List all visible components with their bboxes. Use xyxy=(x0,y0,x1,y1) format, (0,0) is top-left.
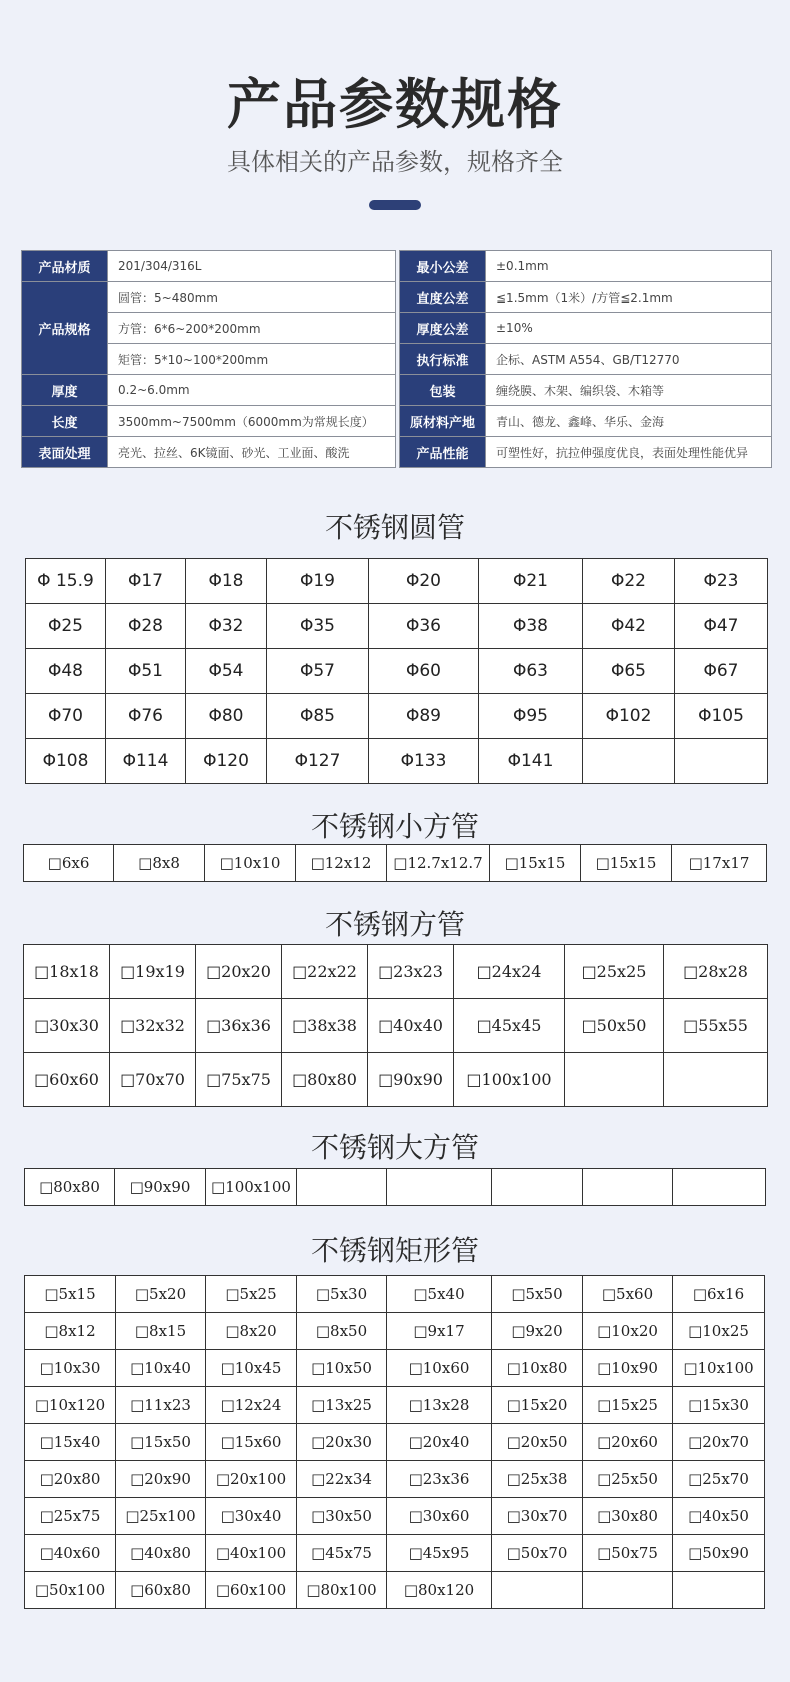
spec-key: 包装 xyxy=(400,375,486,406)
table-cell: □19x19 xyxy=(110,945,196,999)
table-cell: □100x100 xyxy=(454,1053,565,1107)
table-cell: □12x12 xyxy=(296,845,387,882)
table-cell: Φ120 xyxy=(186,739,267,784)
spec-value: ±0.1mm xyxy=(486,251,772,282)
table-cell: □28x28 xyxy=(664,945,768,999)
table-cell: □50x70 xyxy=(492,1535,583,1572)
table-row xyxy=(25,1461,765,1498)
table-cell: Φ63 xyxy=(479,649,583,694)
table-cell: □5x25 xyxy=(206,1276,297,1313)
table-cell: □10x40 xyxy=(116,1350,206,1387)
table-cell: Φ108 xyxy=(26,739,106,784)
table-cell: □20x90 xyxy=(116,1461,206,1498)
table-cell: □80x100 xyxy=(297,1572,387,1609)
table-cell: □23x23 xyxy=(368,945,454,999)
table-cell: □10x50 xyxy=(297,1350,387,1387)
table-cell: □22x34 xyxy=(297,1461,387,1498)
table-row xyxy=(25,1424,765,1461)
table-cell: □15x15 xyxy=(490,845,581,882)
spec-key: 长度 xyxy=(22,406,108,437)
table-cell: □75x75 xyxy=(196,1053,282,1107)
table-cell: □10x20 xyxy=(583,1313,673,1350)
table-cell: □10x90 xyxy=(583,1350,673,1387)
table-cell: □13x28 xyxy=(387,1387,492,1424)
table-cell: □70x70 xyxy=(110,1053,196,1107)
table-cell: Φ19 xyxy=(267,559,369,604)
table-cell xyxy=(583,1169,673,1206)
table-cell: □25x70 xyxy=(673,1461,765,1498)
table-cell: Φ114 xyxy=(106,739,186,784)
square-table xyxy=(23,944,768,1107)
table-cell: □15x15 xyxy=(581,845,672,882)
big-square-table xyxy=(24,1168,766,1206)
table-cell: Φ25 xyxy=(26,604,106,649)
table-cell: □80x80 xyxy=(282,1053,368,1107)
table-cell: □55x55 xyxy=(664,999,768,1053)
table-cell: □90x90 xyxy=(368,1053,454,1107)
spec-table xyxy=(21,250,772,468)
table-cell xyxy=(297,1169,387,1206)
spec-value: 0.2~6.0mm xyxy=(108,375,396,406)
table-cell: Φ47 xyxy=(675,604,768,649)
table-cell: □22x22 xyxy=(282,945,368,999)
table-row xyxy=(25,1350,765,1387)
table-cell: □9x20 xyxy=(492,1313,583,1350)
spec-value: 企标、ASTM A554、GB/T12770 xyxy=(486,344,772,375)
spec-row xyxy=(22,251,772,282)
table-cell: Φ48 xyxy=(26,649,106,694)
table-cell: □8x50 xyxy=(297,1313,387,1350)
table-cell: □20x20 xyxy=(196,945,282,999)
table-cell: □30x70 xyxy=(492,1498,583,1535)
table-cell: □25x50 xyxy=(583,1461,673,1498)
table-cell: □10x45 xyxy=(206,1350,297,1387)
spec-row xyxy=(22,313,772,344)
table-cell xyxy=(673,1169,766,1206)
table-cell: □25x25 xyxy=(565,945,664,999)
table-cell: □30x30 xyxy=(24,999,110,1053)
table-cell: □100x100 xyxy=(206,1169,297,1206)
table-cell: □5x15 xyxy=(25,1276,116,1313)
spec-value: 矩管：5*10~100*200mm xyxy=(108,344,396,375)
spec-key: 直度公差 xyxy=(400,282,486,313)
table-row xyxy=(26,559,768,604)
spec-value: 3500mm~7500mm（6000mm为常规长度） xyxy=(108,406,396,437)
spec-key: 厚度 xyxy=(22,375,108,406)
table-cell: □20x50 xyxy=(492,1424,583,1461)
spec-key: 最小公差 xyxy=(400,251,486,282)
table-cell: □13x25 xyxy=(297,1387,387,1424)
table-cell: □10x60 xyxy=(387,1350,492,1387)
table-cell: □90x90 xyxy=(115,1169,206,1206)
table-cell xyxy=(583,739,675,784)
table-cell: □15x20 xyxy=(492,1387,583,1424)
table-cell xyxy=(664,1053,768,1107)
table-cell: □40x60 xyxy=(25,1535,116,1572)
table-cell: □11x23 xyxy=(116,1387,206,1424)
table-row xyxy=(24,845,767,882)
spec-value: 缠绕膜、木架、编织袋、木箱等 xyxy=(486,375,772,406)
table-cell: □20x40 xyxy=(387,1424,492,1461)
table-cell: □30x80 xyxy=(583,1498,673,1535)
table-cell: □32x32 xyxy=(110,999,196,1053)
table-cell: Φ35 xyxy=(267,604,369,649)
table-cell: □80x80 xyxy=(25,1169,115,1206)
table-cell xyxy=(387,1169,492,1206)
table-row xyxy=(26,739,768,784)
spec-key: 执行标准 xyxy=(400,344,486,375)
spec-value: 201/304/316L xyxy=(108,251,396,282)
table-row xyxy=(25,1498,765,1535)
round-pipe-table xyxy=(25,558,768,784)
table-cell: □45x75 xyxy=(297,1535,387,1572)
spec-row xyxy=(22,375,772,406)
table-cell xyxy=(673,1572,765,1609)
table-cell: □60x60 xyxy=(24,1053,110,1107)
table-cell: Φ21 xyxy=(479,559,583,604)
table-cell: Φ95 xyxy=(479,694,583,739)
table-cell: □5x50 xyxy=(492,1276,583,1313)
table-cell: □10x80 xyxy=(492,1350,583,1387)
spec-key: 原材料产地 xyxy=(400,406,486,437)
table-cell: □10x30 xyxy=(25,1350,116,1387)
table-row xyxy=(24,945,768,999)
table-cell: □36x36 xyxy=(196,999,282,1053)
table-cell: Φ18 xyxy=(186,559,267,604)
table-cell: □40x80 xyxy=(116,1535,206,1572)
table-cell: □25x75 xyxy=(25,1498,116,1535)
spec-row xyxy=(22,437,772,468)
page-subtitle: 具体相关的产品参数，规格齐全 xyxy=(227,148,563,176)
table-cell: Φ80 xyxy=(186,694,267,739)
rect-pipe-title: 不锈钢矩形管 xyxy=(310,1234,479,1267)
table-cell: Φ133 xyxy=(369,739,479,784)
table-cell xyxy=(492,1169,583,1206)
table-cell: □15x40 xyxy=(25,1424,116,1461)
table-cell: □18x18 xyxy=(24,945,110,999)
table-cell: Φ22 xyxy=(583,559,675,604)
table-cell: □8x12 xyxy=(25,1313,116,1350)
table-cell: Φ 15.9 xyxy=(26,559,106,604)
table-cell: □15x50 xyxy=(116,1424,206,1461)
table-row xyxy=(25,1169,766,1206)
spec-value: 亮光、拉丝、6K镜面、砂光、工业面、酸洗 xyxy=(108,437,396,468)
table-row xyxy=(25,1387,765,1424)
table-cell: □20x30 xyxy=(297,1424,387,1461)
spec-key: 产品规格 xyxy=(22,282,108,375)
spec-value: ±10% xyxy=(486,313,772,344)
table-row xyxy=(24,999,768,1053)
spec-key: 产品性能 xyxy=(400,437,486,468)
spec-row xyxy=(22,344,772,375)
table-cell: □20x70 xyxy=(673,1424,765,1461)
table-cell: Φ42 xyxy=(583,604,675,649)
table-cell: □8x20 xyxy=(206,1313,297,1350)
table-cell: □15x60 xyxy=(206,1424,297,1461)
table-cell: □40x50 xyxy=(673,1498,765,1535)
table-cell: □12x24 xyxy=(206,1387,297,1424)
table-cell: □8x8 xyxy=(114,845,205,882)
table-cell: □60x80 xyxy=(116,1572,206,1609)
table-cell: □5x30 xyxy=(297,1276,387,1313)
table-cell: □30x40 xyxy=(206,1498,297,1535)
table-cell: Φ60 xyxy=(369,649,479,694)
spec-key: 厚度公差 xyxy=(400,313,486,344)
table-cell: □30x60 xyxy=(387,1498,492,1535)
table-cell: Φ70 xyxy=(26,694,106,739)
table-row xyxy=(25,1572,765,1609)
table-cell: Φ76 xyxy=(106,694,186,739)
page-title: 产品参数规格 xyxy=(227,73,563,136)
table-cell: □40x100 xyxy=(206,1535,297,1572)
table-row xyxy=(26,604,768,649)
table-cell: □40x40 xyxy=(368,999,454,1053)
table-cell: Φ32 xyxy=(186,604,267,649)
table-cell: □10x25 xyxy=(673,1313,765,1350)
table-cell: □15x30 xyxy=(673,1387,765,1424)
table-cell: Φ20 xyxy=(369,559,479,604)
table-cell: □38x38 xyxy=(282,999,368,1053)
table-row xyxy=(24,1053,768,1107)
table-cell xyxy=(565,1053,664,1107)
table-cell: □6x6 xyxy=(24,845,114,882)
table-cell: □25x38 xyxy=(492,1461,583,1498)
table-cell xyxy=(583,1572,673,1609)
table-cell: □9x17 xyxy=(387,1313,492,1350)
spec-value: 方管：6*6~200*200mm xyxy=(108,313,396,344)
table-cell: □80x120 xyxy=(387,1572,492,1609)
table-cell: □20x100 xyxy=(206,1461,297,1498)
spec-key: 表面处理 xyxy=(22,437,108,468)
table-cell: □50x90 xyxy=(673,1535,765,1572)
round-pipe-title: 不锈钢圆管 xyxy=(324,511,465,544)
table-cell: □45x95 xyxy=(387,1535,492,1572)
spec-row xyxy=(22,406,772,437)
table-cell xyxy=(675,739,768,784)
table-cell: Φ38 xyxy=(479,604,583,649)
table-cell: Φ67 xyxy=(675,649,768,694)
table-cell: □50x50 xyxy=(565,999,664,1053)
table-cell: Φ17 xyxy=(106,559,186,604)
table-cell: □10x10 xyxy=(205,845,296,882)
table-cell: □5x60 xyxy=(583,1276,673,1313)
table-cell: □8x15 xyxy=(116,1313,206,1350)
table-cell: □45x45 xyxy=(454,999,565,1053)
table-cell: □10x100 xyxy=(673,1350,765,1387)
small-square-title: 不锈钢小方管 xyxy=(310,810,479,843)
table-cell: Φ141 xyxy=(479,739,583,784)
table-cell: □6x16 xyxy=(673,1276,765,1313)
table-cell: □25x100 xyxy=(116,1498,206,1535)
table-cell: □12.7x12.7 xyxy=(387,845,490,882)
table-row xyxy=(25,1276,765,1313)
table-cell: □50x100 xyxy=(25,1572,116,1609)
spec-key: 产品材质 xyxy=(22,251,108,282)
spec-value: 青山、德龙、鑫峰、华乐、金海 xyxy=(486,406,772,437)
table-cell: Φ57 xyxy=(267,649,369,694)
rect-pipe-table xyxy=(24,1275,765,1609)
table-cell: Φ105 xyxy=(675,694,768,739)
table-cell: Φ127 xyxy=(267,739,369,784)
table-cell: □30x50 xyxy=(297,1498,387,1535)
table-cell: □10x120 xyxy=(25,1387,116,1424)
square-title: 不锈钢方管 xyxy=(324,908,465,941)
table-cell: □20x80 xyxy=(25,1461,116,1498)
table-row xyxy=(25,1313,765,1350)
table-cell: □5x20 xyxy=(116,1276,206,1313)
table-row xyxy=(26,694,768,739)
spec-value: 可塑性好，抗拉伸强度优良，表面处理性能优异 xyxy=(486,437,772,468)
table-cell: □17x17 xyxy=(672,845,767,882)
table-cell: Φ65 xyxy=(583,649,675,694)
table-cell: Φ89 xyxy=(369,694,479,739)
small-square-table xyxy=(23,844,767,882)
table-cell: Φ102 xyxy=(583,694,675,739)
table-cell: □15x25 xyxy=(583,1387,673,1424)
table-cell: Φ85 xyxy=(267,694,369,739)
table-cell: Φ54 xyxy=(186,649,267,694)
table-cell: Φ51 xyxy=(106,649,186,694)
spec-row xyxy=(22,282,772,313)
table-cell: □50x75 xyxy=(583,1535,673,1572)
table-row xyxy=(25,1535,765,1572)
spec-value: 圆管：5~480mm xyxy=(108,282,396,313)
table-cell: □5x40 xyxy=(387,1276,492,1313)
table-cell: □60x100 xyxy=(206,1572,297,1609)
accent-bar xyxy=(369,200,421,210)
big-square-title: 不锈钢大方管 xyxy=(310,1131,479,1164)
spec-value: ≦1.5mm（1米）/方管≦2.1mm xyxy=(486,282,772,313)
table-cell: Φ28 xyxy=(106,604,186,649)
table-cell: □24x24 xyxy=(454,945,565,999)
table-row xyxy=(26,649,768,694)
table-cell: □20x60 xyxy=(583,1424,673,1461)
table-cell: Φ36 xyxy=(369,604,479,649)
table-cell: □23x36 xyxy=(387,1461,492,1498)
table-cell xyxy=(492,1572,583,1609)
table-cell: Φ23 xyxy=(675,559,768,604)
